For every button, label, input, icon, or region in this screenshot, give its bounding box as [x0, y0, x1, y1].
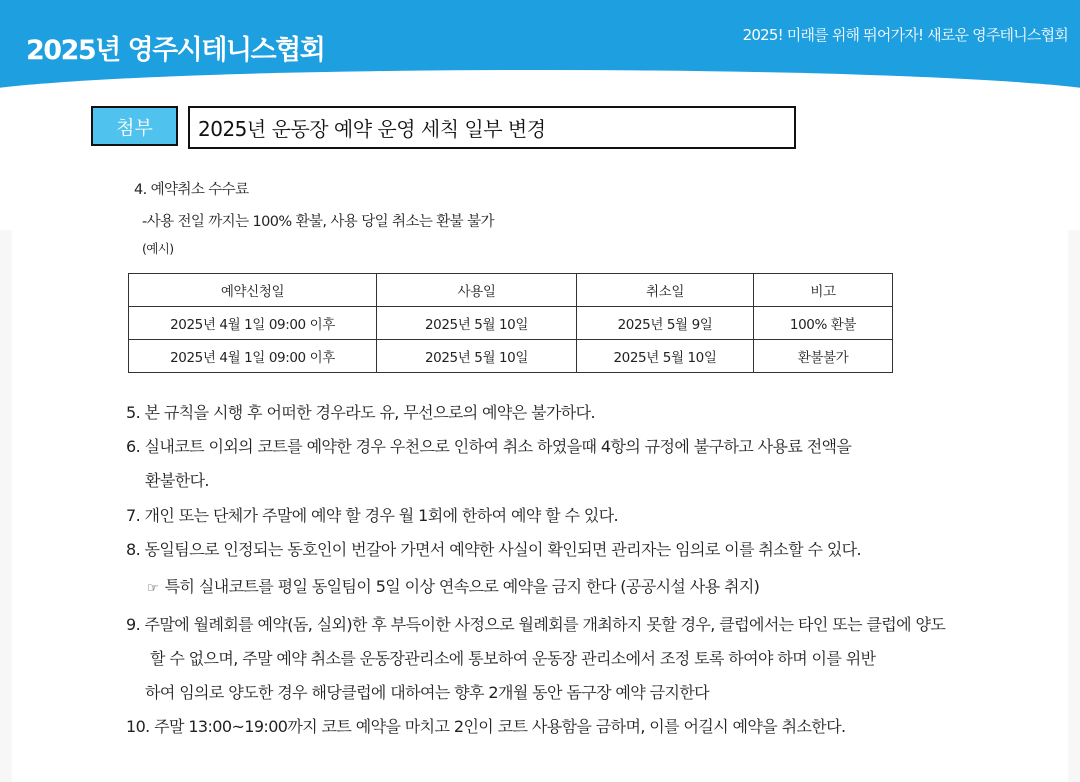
table-cell: 2025년 5월 10일 — [577, 340, 754, 373]
section-9-line-1: 9. 주말에 월례회를 예약(돔, 실외)한 후 부득이한 사정으로 월례회를 개최하지 못할 경우, 클럽에서는 타인 또는 클럽에 양도 — [126, 615, 946, 634]
section-8-note-text: 특히 실내코트를 평일 동일팀이 5일 이상 연속으로 예약을 금지 한다 (공공시설 사용 취지) — [164, 577, 760, 596]
pointing-hand-icon: ☞ — [147, 581, 157, 596]
section-8-note — [147, 574, 759, 597]
table-row — [129, 340, 893, 373]
section-9-line-2: 할 수 없으며, 주말 예약 취소를 운동장관리소에 통보하여 운동장 관리소에서 조정 토록 하여야 하며 이를 위반 — [150, 649, 876, 668]
table-row — [129, 307, 893, 340]
table-cell: 2025년 5월 10일 — [377, 307, 577, 340]
section-10: 10. 주말 13:00~19:00까지 코트 예약을 마치고 2인이 코트 사용함을 금하며, 이를 어길시 예약을 취소한다. — [126, 717, 846, 736]
table-cell: 100% 환불 — [754, 307, 893, 340]
section-9-line-3: 하여 임의로 양도한 경우 해당클럽에 대하여는 향후 2개월 동안 돔구장 예약 금지한다 — [145, 683, 710, 702]
section-8: 8. 동일팀으로 인정되는 동호인이 번갈아 가면서 예약한 사실이 확인되면 관리자는 임의로 이를 취소할 수 있다. — [126, 540, 862, 559]
section-4-heading: 4. 예약취소 수수료 — [134, 182, 249, 198]
table-cell: 2025년 4월 1일 09:00 이후 — [129, 340, 377, 373]
table-header-cell: 취소일 — [577, 274, 754, 307]
refund-example-table — [128, 273, 893, 373]
table-header-cell: 사용일 — [377, 274, 577, 307]
table-header-cell: 비고 — [754, 274, 893, 307]
table-header-row — [129, 274, 893, 307]
section-7: 7. 개인 또는 단체가 주말에 예약 할 경우 월 1회에 한하여 예약 할 수 있다. — [126, 506, 619, 525]
table-cell: 환불불가 — [754, 340, 893, 373]
example-label: (예시) — [142, 241, 174, 256]
section-6-line-2: 환불한다. — [145, 471, 209, 490]
document-title: 2025년 운동장 예약 운영 세칙 일부 변경 — [188, 106, 796, 149]
table-cell: 2025년 5월 10일 — [377, 340, 577, 373]
section-4-rule: -사용 전일 까지는 100% 환불, 사용 당일 취소는 환불 불가 — [142, 214, 494, 230]
section-5: 5. 본 규칙을 시행 후 어떠한 경우라도 유, 무선으로의 예약은 불가하다. — [126, 403, 596, 422]
attachment-badge: 첨부 — [91, 106, 178, 146]
table-cell: 2025년 5월 9일 — [577, 307, 754, 340]
brand-title: 2025년 영주시테니스협회 — [26, 35, 325, 66]
section-6-line-1: 6. 실내코트 이외의 코트를 예약한 경우 우천으로 인하여 취소 하였을때 4항의 규정에 불구하고 사용료 전액을 — [126, 437, 852, 456]
slogan: 2025! 미래를 위해 뛰어가자! 새로운 영주테니스협회 — [742, 26, 1068, 44]
table-header-cell: 예약신청일 — [129, 274, 377, 307]
table-cell: 2025년 4월 1일 09:00 이후 — [129, 307, 377, 340]
